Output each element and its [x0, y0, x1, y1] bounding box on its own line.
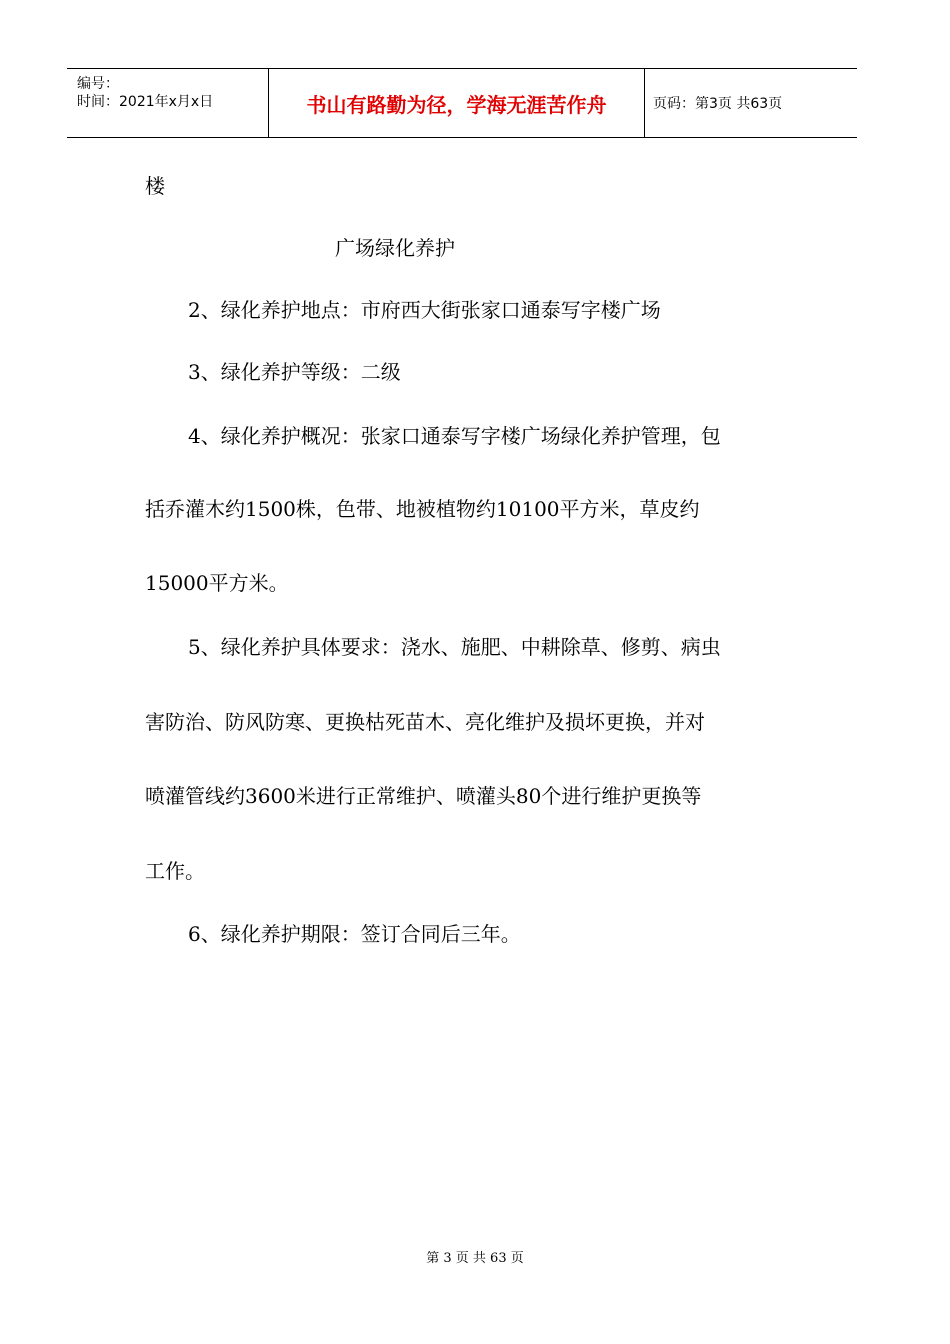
header-page-code: 页码：第3页 共63页: [653, 96, 783, 112]
header-motto: 书山有路勤为径，学海无涯苦作舟: [306, 92, 607, 117]
body-line: 4、绿化养护概况：张家口通泰写字楼广场绿化养护管理，包: [188, 424, 721, 448]
body-line: 喷灌管线约3600米进行正常维护、喷灌头80个进行维护更换等: [145, 784, 702, 808]
body-line: 3、绿化养护等级：二级: [188, 360, 401, 384]
body-line: 2、绿化养护地点：市府西大街张家口通泰写字楼广场: [188, 298, 661, 322]
page-footer: 第 3 页 共 63 页: [426, 1251, 524, 1266]
body-line: 6、绿化养护期限：签订合同后三年。: [188, 922, 521, 946]
document-number-label: 编号：: [77, 76, 119, 92]
body-line: 15000平方米。: [145, 571, 289, 595]
body-line: 楼: [145, 174, 165, 198]
section-heading: 广场绿化养护: [335, 236, 455, 260]
document-time-label: 时间：2021年x月x日: [77, 94, 214, 110]
body-line: 括乔灌木约1500株，色带、地被植物约10100平方米，草皮约: [145, 497, 700, 521]
page-header: [67, 68, 857, 138]
body-line: 工作。: [145, 859, 205, 883]
header-meta: [67, 69, 269, 137]
body-line: 害防治、防风防寒、更换枯死苗木、亮化维护及损坏更换，并对: [145, 710, 705, 734]
header-motto-cell: [269, 69, 645, 137]
body-line: 5、绿化养护具体要求：浇水、施肥、中耕除草、修剪、病虫: [188, 635, 721, 659]
